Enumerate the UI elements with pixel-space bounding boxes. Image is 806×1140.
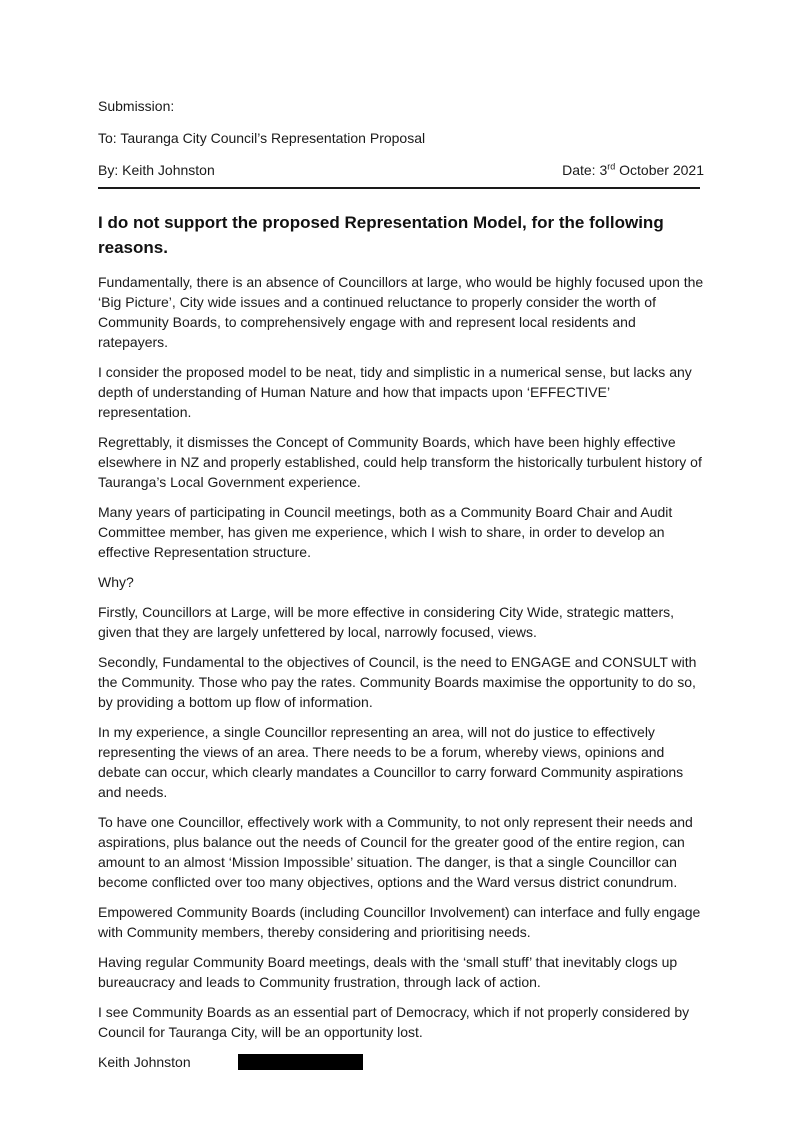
body-paragraph: I see Community Boards as an essential part of Democracy, which if not properly considered by Council for Tauranga City, will be an opportunity lost. [98, 1004, 690, 1040]
date-line [562, 160, 704, 180]
redaction-box [238, 1054, 363, 1070]
statement-heading: I do not support the proposed Representation Model, for the following reasons. [98, 213, 664, 257]
recipient-line: To: Tauranga City Council’s Representation Proposal [98, 130, 426, 146]
header-rule [98, 187, 700, 189]
body-paragraph: Fundamentally, there is an absence of Councillors at large, who would be highly focused upon the ‘Big Picture’, City wide issues and a continued reluctance to properly consider the worth of Community Boards, to comprehensively engage with and represent local residents and ratepayers. [98, 274, 704, 350]
date-superscript: rd [607, 161, 616, 172]
body-paragraph: Having regular Community Board meetings, deals with the ‘small stuff’ that inevitably clogs up bureaucracy and leads to Community frustration, through lack of action. [98, 954, 678, 990]
body-paragraph: Why? [98, 574, 134, 590]
body-paragraph: Firstly, Councillors at Large, will be more effective in considering City Wide, strategic matters, given that they are largely unfettered by local, narrowly focused, views. [98, 604, 675, 640]
author-line: By: Keith Johnston [98, 162, 215, 178]
submission-label: Submission: [98, 98, 175, 114]
body-paragraph: Many years of participating in Council meetings, both as a Community Board Chair and Audit Committee member, has given me experience, which I wish to share, in order to develop an effective Representation structure. [98, 504, 673, 560]
date-prefix: Date: 3 [562, 162, 608, 178]
body-paragraph: To have one Councillor, effectively work with a Community, to not only represent their needs and aspirations, plus balance out the needs of Council for the greater good of the entire region, can amount to an almost ‘Mission Impossible’ situation. The danger, is that a single Councillor can become conflicted over too many objectives, options and the Ward versus district conundrum. [98, 814, 693, 890]
submission-document [98, 96, 704, 1072]
body-paragraph: Secondly, Fundamental to the objectives of Council, is the need to ENGAGE and CONSULT with the Community. Those who pay the rates. Community Boards maximise the opportunity to do so, by providing a bottom up flow of information. [98, 654, 697, 710]
date-suffix: October 2021 [615, 162, 704, 178]
body-paragraph: I consider the proposed model to be neat, tidy and simplistic in a numerical sense, but lacks any depth of understanding of Human Nature and how that impacts upon ‘EFFECTIVE’ representation. [98, 364, 692, 420]
body-paragraph: In my experience, a single Councillor representing an area, will not do justice to effectively representing the views of an area. There needs to be a forum, whereby views, opinions and debate can occur, which clearly mandates a Councillor to carry forward Community aspirations and needs. [98, 724, 684, 800]
body-paragraph: Empowered Community Boards (including Councillor Involvement) can interface and fully engage with Community members, thereby considering and prioritising needs. [98, 904, 701, 940]
author-date-row [98, 160, 704, 180]
signature-name: Keith Johnston [98, 1054, 191, 1070]
body-paragraph: Regrettably, it dismisses the Concept of Community Boards, which have been highly effective elsewhere in NZ and properly established, could help transform the historically turbulent history of Tauranga’s Local Government experience. [98, 434, 702, 490]
signature-block [98, 1052, 704, 1072]
